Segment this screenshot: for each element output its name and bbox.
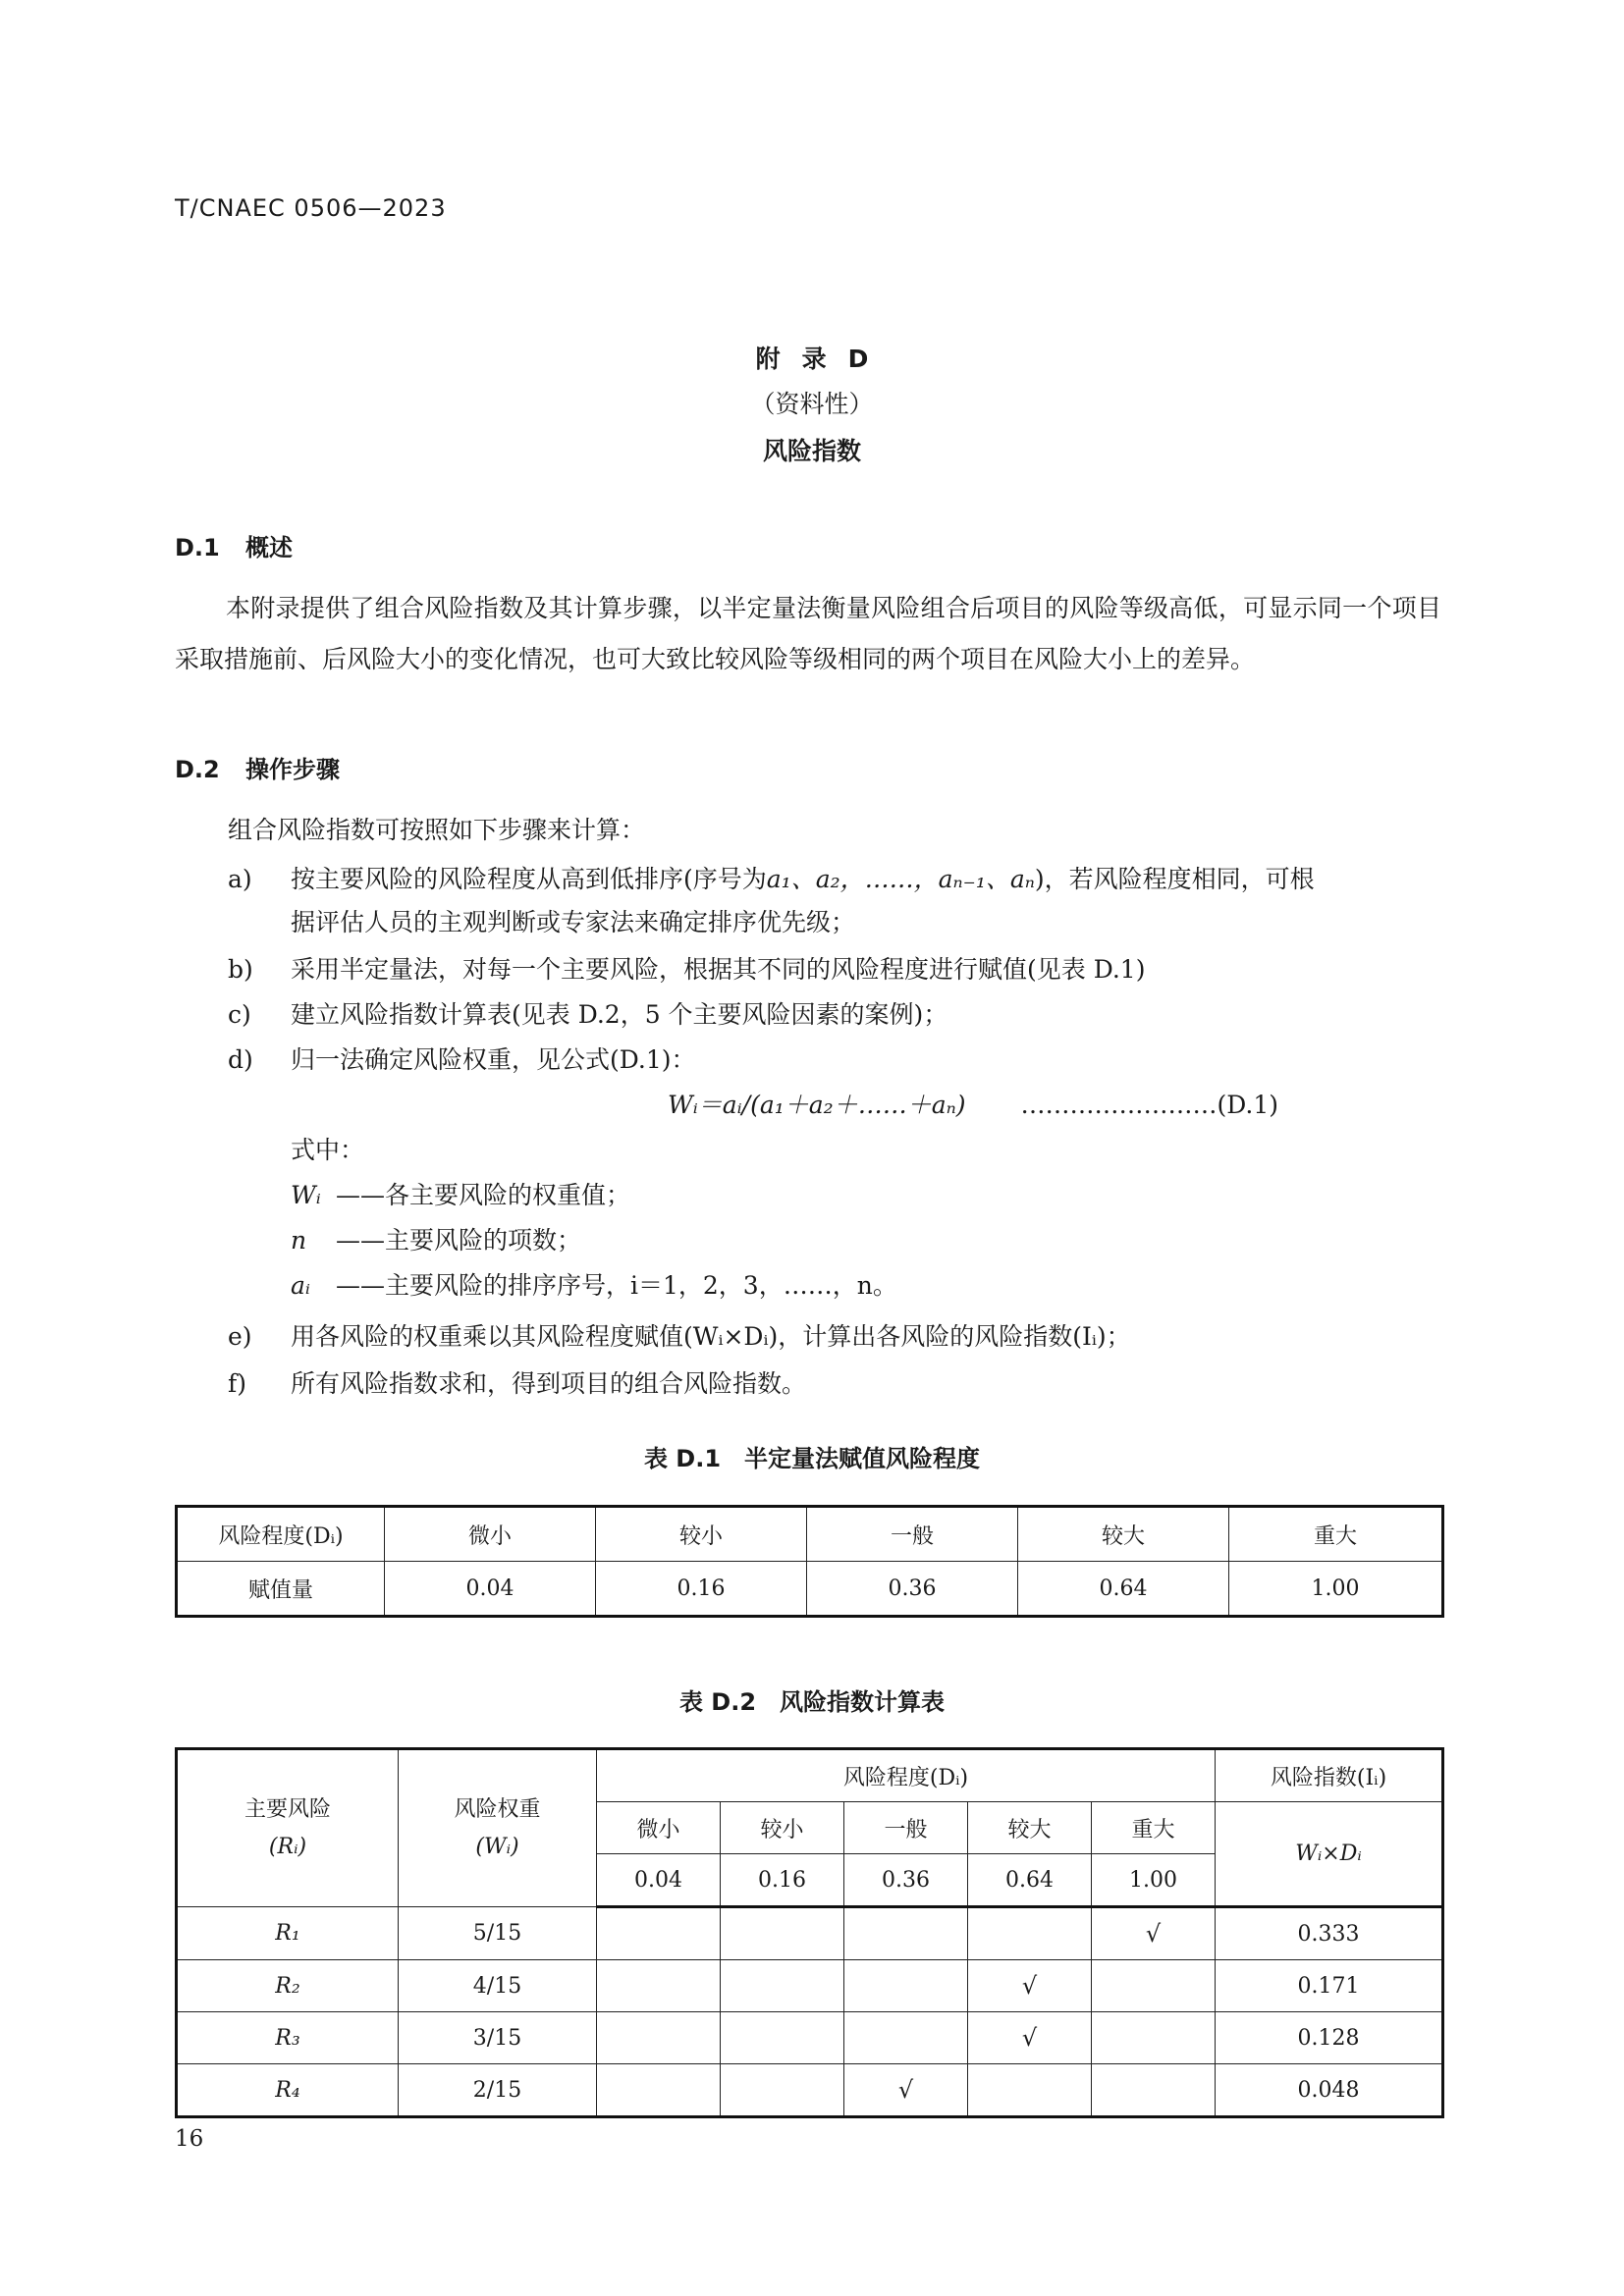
- step-b: [228, 950, 1145, 989]
- table-cell: 重大: [1229, 1507, 1443, 1562]
- level-cell: [844, 2064, 968, 2117]
- weight-cell: 4/15: [399, 1960, 597, 2012]
- weight-cell: 3/15: [399, 2012, 597, 2064]
- risk-cell: R₄: [177, 2064, 399, 2117]
- table-cell: 0.04: [385, 1562, 596, 1617]
- list-marker: c): [228, 1000, 251, 1029]
- appendix-title: 附录D: [755, 345, 891, 373]
- table-cell: 较小: [596, 1507, 807, 1562]
- symbol-description: ——主要风险的排序序号，i＝1，2，3，……，n。: [336, 1271, 897, 1300]
- table-cell: 0.16: [596, 1562, 807, 1617]
- header-text: 主要风险: [244, 1796, 331, 1822]
- level-cell: [844, 1907, 968, 1960]
- index-cell: 0.333: [1216, 1907, 1443, 1960]
- check-mark-icon: √: [1021, 2024, 1038, 2052]
- table-d1: [175, 1505, 1444, 1618]
- level-cell: [721, 2012, 844, 2064]
- table-cell: 较大: [1018, 1507, 1229, 1562]
- step-text: 建立风险指数计算表(见表 D.2，5 个主要风险因素的案例)；: [291, 1000, 948, 1029]
- standard-number: T/CNAEC 0506—2023: [175, 194, 447, 222]
- paragraph-text: 本附录提供了组合风险指数及其计算步骤，以半定量法衡量风险组合后项目的风险等级高低，可显示同一个项目采取措施前、后风险大小的变化情况，也可大致比较风险等级相同的两个项目在风险大小上的差异。: [175, 594, 1441, 673]
- header-degree: 风险程度(Dᵢ): [597, 1749, 1216, 1802]
- level-cell: [844, 2012, 968, 2064]
- level-cell: [968, 2012, 1092, 2064]
- level-cell: [844, 1960, 968, 2012]
- table-cell: 0.36: [807, 1562, 1018, 1617]
- level-cell: [721, 1960, 844, 2012]
- header-level-value: 0.16: [721, 1854, 844, 1907]
- list-marker: e): [228, 1322, 252, 1351]
- check-mark-icon: √: [1021, 1972, 1038, 2000]
- step-a-continued: 据评估人员的主观判断或专家法来确定排序优先级；: [291, 908, 856, 936]
- table-cell: 微小: [385, 1507, 596, 1562]
- risk-cell: R₃: [177, 2012, 399, 2064]
- index-cell: 0.171: [1216, 1960, 1443, 2012]
- index-cell: 0.128: [1216, 2012, 1443, 2064]
- step-f: [228, 1364, 806, 1404]
- header-index: 风险指数(Iᵢ): [1216, 1749, 1443, 1802]
- level-cell: [597, 2064, 721, 2117]
- header-text: 风险权重: [454, 1796, 541, 1822]
- header-symbol: (Wᵢ): [475, 1834, 519, 1859]
- where-n: [291, 1221, 581, 1260]
- list-marker: f): [228, 1369, 247, 1398]
- risk-cell: R₁: [177, 1907, 399, 1960]
- weight-cell: 2/15: [399, 2064, 597, 2117]
- table-row: [177, 2064, 1443, 2117]
- header-level-value: 1.00: [1092, 1854, 1216, 1907]
- formula-expression: Wᵢ＝aᵢ/(a₁＋a₂＋……＋aₙ): [668, 1091, 966, 1119]
- section-d1-paragraph: [175, 583, 1441, 685]
- section-number: D.1: [175, 534, 220, 561]
- list-marker: b): [228, 955, 253, 984]
- section-d1-heading: [175, 528, 293, 562]
- step-text: )，若风险程度相同，可根: [1034, 865, 1315, 893]
- symbol-description: ——各主要风险的权重值；: [336, 1181, 631, 1209]
- appendix-nature: （资料性）: [750, 390, 874, 418]
- appendix-subject: 风险指数: [762, 437, 861, 465]
- step-c: [228, 995, 947, 1035]
- check-mark-icon: √: [897, 2076, 914, 2104]
- symbol-description: ——主要风险的项数；: [336, 1226, 582, 1255]
- steps-intro: 组合风险指数可按照如下步骤来计算：: [228, 816, 646, 844]
- where-w: [291, 1176, 630, 1215]
- list-marker: a): [228, 865, 252, 893]
- where-a: [291, 1266, 897, 1306]
- symbol: n: [291, 1226, 307, 1255]
- table-cell: 0.64: [1018, 1562, 1229, 1617]
- header-level: 微小: [597, 1802, 721, 1854]
- level-cell: [968, 1960, 1092, 2012]
- step-a: [228, 860, 1315, 899]
- level-cell: [968, 2064, 1092, 2117]
- table-cell: 1.00: [1229, 1562, 1443, 1617]
- section-title: 概述: [245, 534, 293, 561]
- level-cell: [721, 1907, 844, 1960]
- formula-number: ……………………(D.1): [1020, 1091, 1278, 1119]
- section-d2-heading: [175, 750, 340, 784]
- table-cell: 赋值量: [177, 1562, 385, 1617]
- table-row: [177, 1960, 1443, 2012]
- where-label: 式中：: [291, 1136, 365, 1164]
- header-index-formula: Wᵢ×Dᵢ: [1216, 1802, 1443, 1907]
- step-d: [228, 1041, 696, 1080]
- level-cell: [1092, 2012, 1216, 2064]
- index-cell: 0.048: [1216, 2064, 1443, 2117]
- step-text: 归一法确定风险权重，见公式(D.1)：: [291, 1045, 696, 1074]
- level-cell: [597, 1960, 721, 2012]
- section-number: D.2: [175, 756, 220, 783]
- level-cell: [968, 1907, 1092, 1960]
- step-text: 采用半定量法，对每一个主要风险，根据其不同的风险程度进行赋值(见表 D.1): [291, 955, 1146, 984]
- level-cell: [1092, 2064, 1216, 2117]
- formula-d1: [668, 1086, 1278, 1121]
- table-row: [177, 1562, 1443, 1617]
- step-e: [228, 1317, 1131, 1357]
- header-level: 一般: [844, 1802, 968, 1854]
- table-cell: 风险程度(Dᵢ): [177, 1507, 385, 1562]
- header-level: 较大: [968, 1802, 1092, 1854]
- table-d2-caption: 表 D.2 风险指数计算表: [678, 1688, 946, 1716]
- header-level-value: 0.36: [844, 1854, 968, 1907]
- level-cell: [597, 2012, 721, 2064]
- table-body: [177, 1907, 1443, 2117]
- list-marker: d): [228, 1045, 253, 1074]
- level-cell: [1092, 1960, 1216, 2012]
- table-header-row: [177, 1749, 1443, 1802]
- level-cell: [721, 2064, 844, 2117]
- table-row: [177, 1907, 1443, 1960]
- table-d1-caption: 表 D.1 半定量法赋值风险程度: [643, 1445, 981, 1472]
- table-d2: [175, 1747, 1444, 2118]
- check-mark-icon: √: [1145, 1920, 1162, 1948]
- level-cell: [597, 1907, 721, 1960]
- header-symbol: (Rᵢ): [268, 1834, 307, 1859]
- header-level-value: 0.64: [968, 1854, 1092, 1907]
- page-number: 16: [175, 2126, 204, 2152]
- symbol: aᵢ: [291, 1271, 310, 1300]
- header-main-risk: [177, 1749, 399, 1907]
- table-row: [177, 2012, 1443, 2064]
- table-cell: 一般: [807, 1507, 1018, 1562]
- sequence-symbols: a₁、a₂，……，aₙ₋₁、aₙ: [766, 865, 1035, 893]
- step-text: 所有风险指数求和，得到项目的组合风险指数。: [291, 1369, 807, 1398]
- risk-cell: R₂: [177, 1960, 399, 2012]
- step-text: 用各风险的权重乘以其风险程度赋值(Wᵢ×Dᵢ)，计算出各风险的风险指数(Iᵢ)；: [291, 1322, 1131, 1351]
- symbol: Wᵢ: [291, 1181, 321, 1209]
- header-weight: [399, 1749, 597, 1907]
- table-row: [177, 1507, 1443, 1562]
- level-cell: [1092, 1907, 1216, 1960]
- header-level: 重大: [1092, 1802, 1216, 1854]
- weight-cell: 5/15: [399, 1907, 597, 1960]
- step-text: 按主要风险的风险程度从高到低排序(序号为: [291, 865, 767, 893]
- header-level: 较小: [721, 1802, 844, 1854]
- header-level-value: 0.04: [597, 1854, 721, 1907]
- section-title: 操作步骤: [245, 756, 340, 783]
